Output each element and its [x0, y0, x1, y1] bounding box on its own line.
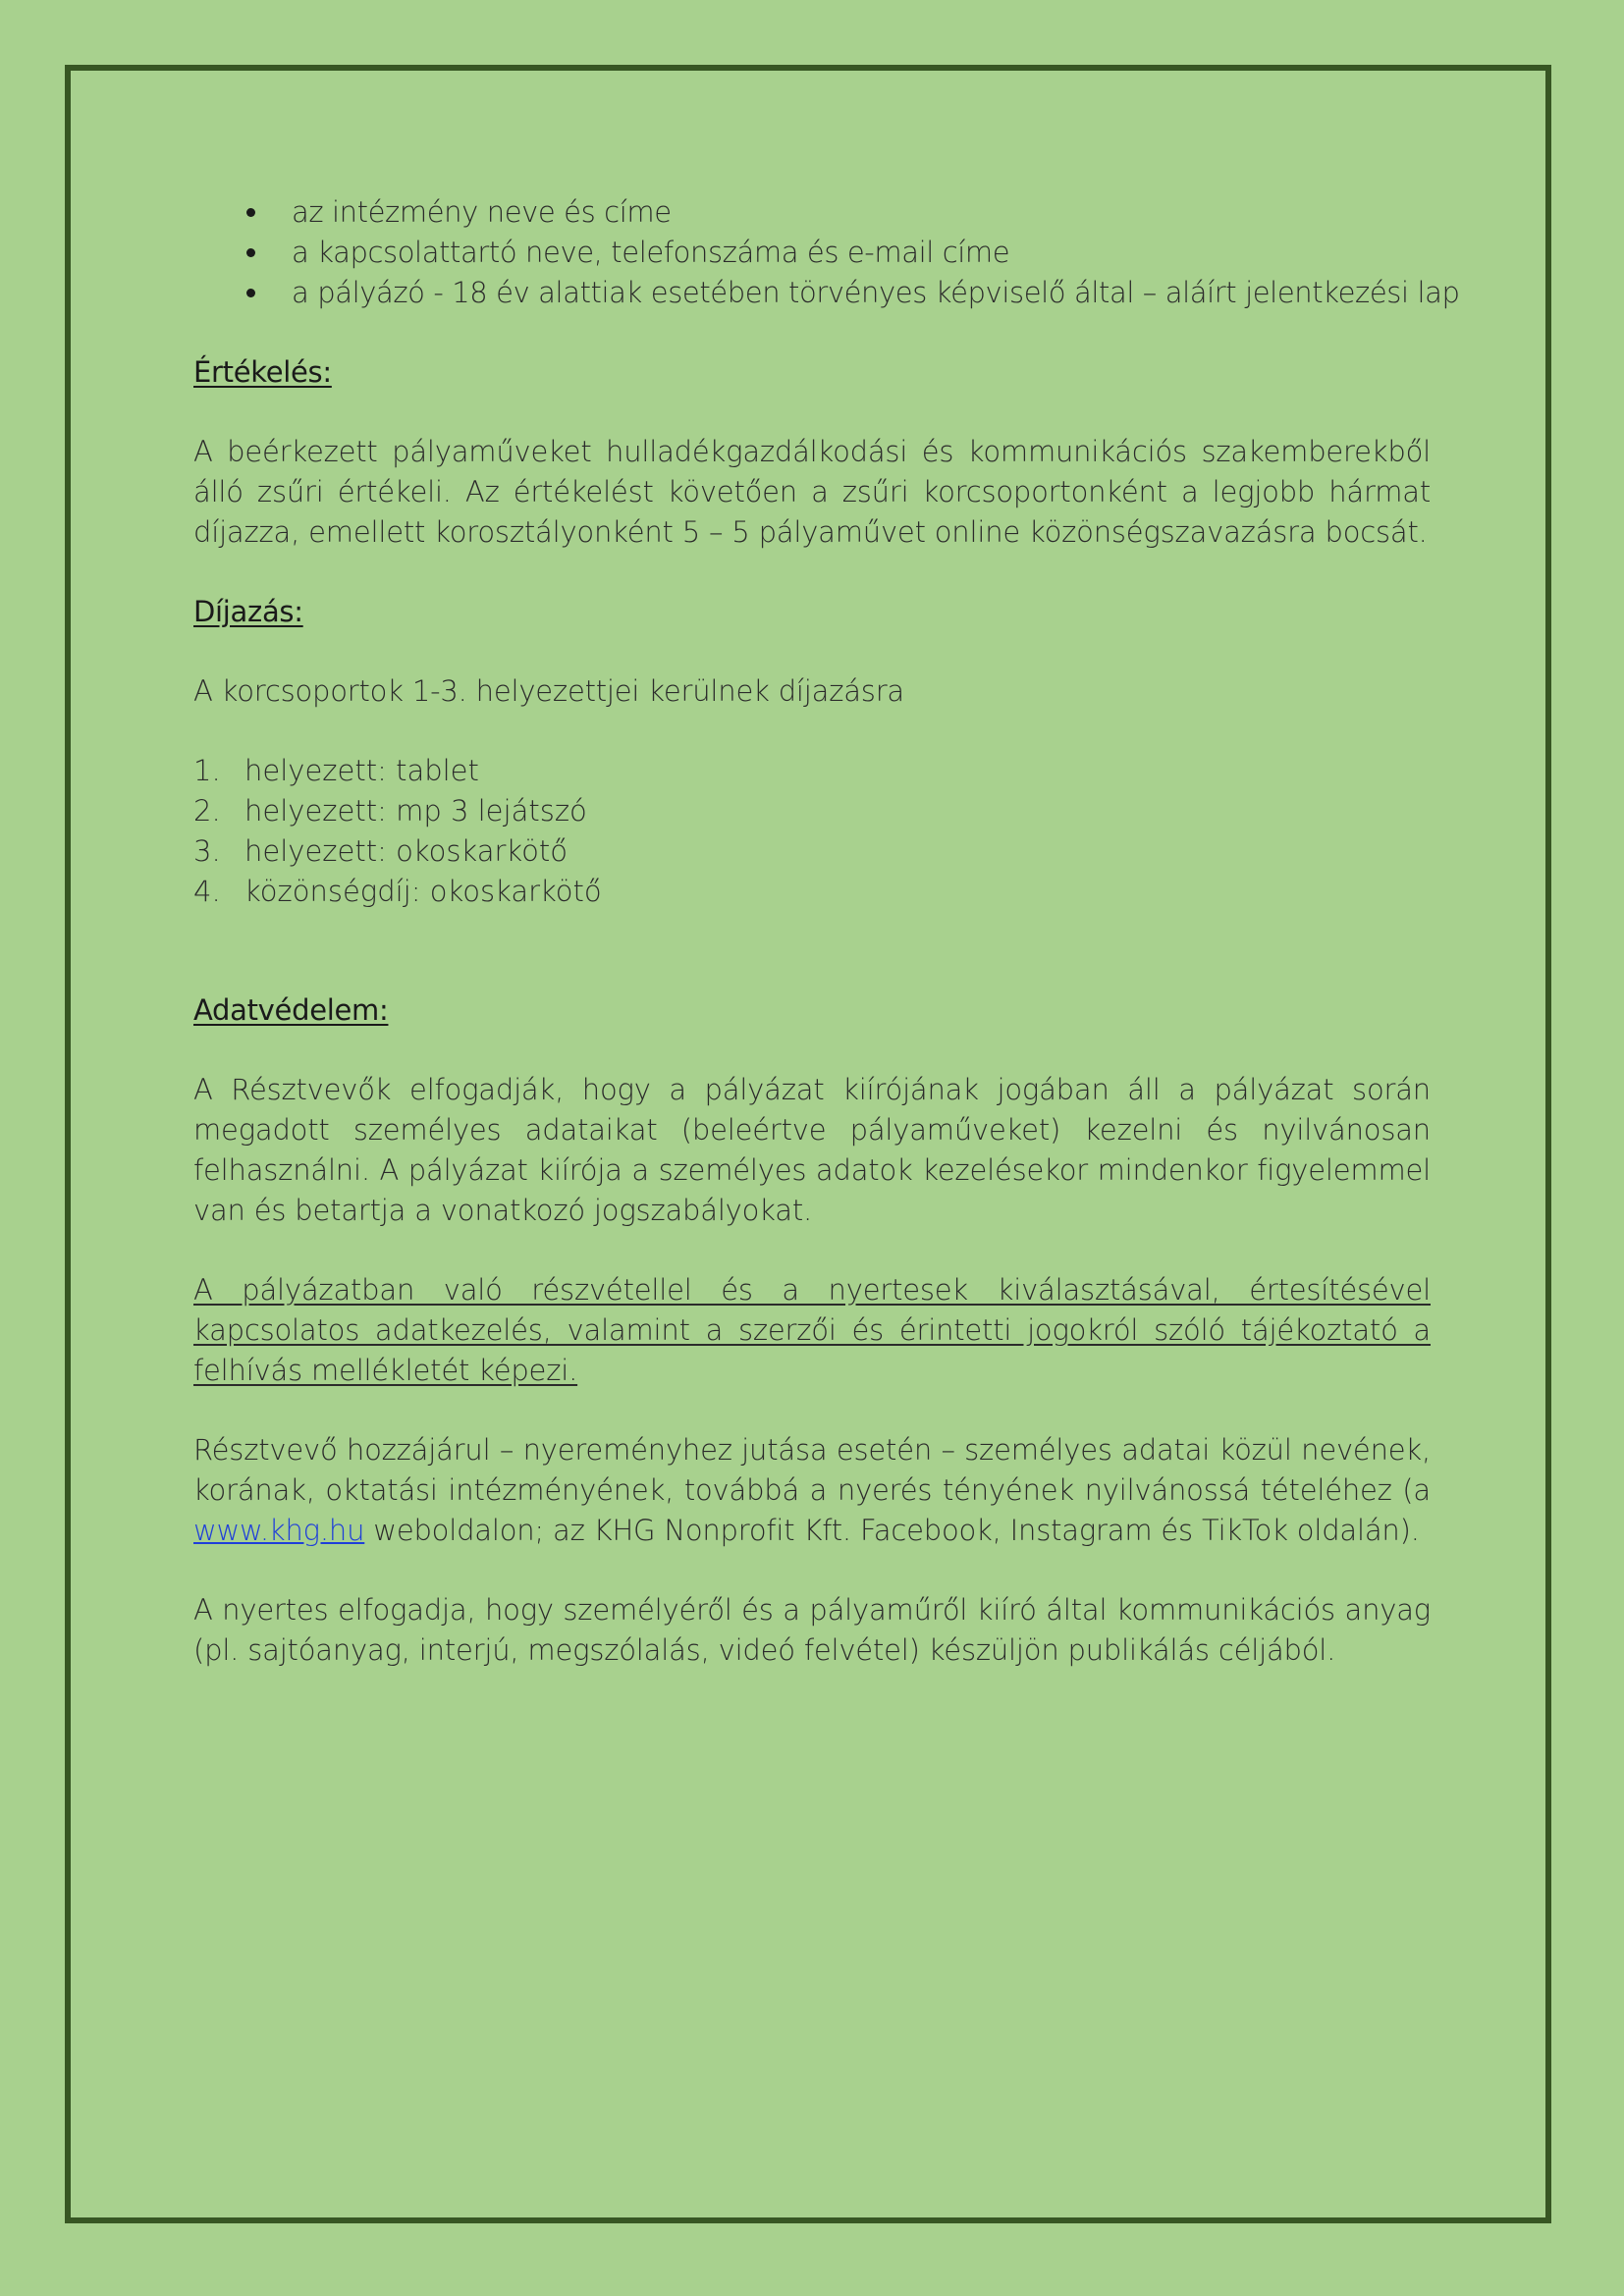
list-item: 1. helyezett: tablet — [193, 754, 479, 787]
list-item: a pályázó - 18 év alattiak esetében törvényes képviselő által – aláírt jelentkezési lap — [193, 273, 1431, 313]
prizes-intro: A korcsoportok 1-3. helyezettjei kerülnek díjazásra — [193, 674, 904, 708]
list-item: 4. közönségdíj: okoskarkötő — [193, 875, 602, 908]
evaluation-heading: Értékelés: — [193, 355, 332, 389]
prizes-heading: Díjazás: — [193, 595, 303, 628]
privacy-paragraph-4: A nyertes elfogadja, hogy személyéről és a pályaműről kiíró által kommunikációs anyag (pl. sajtóanyag, interjú, megszólalás, videó felvétel) készüljön publikálás céljából. — [193, 1593, 1431, 1667]
bullet-icon — [246, 289, 255, 297]
privacy-paragraph-1: A Résztvevők elfogadják, hogy a pályázat kiírójának jogában áll a pályázat során megadott személyes adataikat (beleértve pályaműveket) kezelni és nyilvánosan felhasználni. A pályázat kiírója a személyes adatok kezelésekor mindenkor figyelemmel van és betartja a vonatkozó jogszabályokat. — [193, 1073, 1431, 1227]
requirements-list — [193, 192, 1460, 313]
privacy-paragraph-3: Résztvevő hozzájárul – nyereményhez jutása esetén – személyes adatai közül nevének, korának, oktatási intézményének, továbbá a nyerés tényének nyilvánossá tételéhez (a www.khg.hu weboldalon; az KHG Nonprofit Kft. Facebook, Instagram és TikTok oldalán). — [193, 1433, 1431, 1547]
evaluation-paragraph: A beérkezett pályaműveket hulladékgazdálkodási és kommunikációs szakemberekből álló zsűri értékeli. Az értékelést követően a zsűri korcsoportonként a legjobb hármat díjazza, emellett korosztályonként 5 – 5 pályaművet online közönségszavazásra bocsát. — [193, 435, 1431, 549]
list-item: a kapcsolattartó neve, telefonszáma és e-mail címe — [193, 233, 1431, 273]
website-link[interactable]: www.khg.hu — [193, 1514, 365, 1547]
prizes-list — [193, 751, 1431, 912]
list-item: 3. helyezett: okoskarkötő — [193, 834, 568, 868]
privacy-paragraph-2: A pályázatban való részvétellel és a nyertesek kiválasztásával, értesítésével kapcsolatos adatkezelés, valamint a szerzői és érintetti jogokról szóló tájékoztató a felhívás mellékletét képezi. — [193, 1273, 1431, 1387]
list-item: az intézmény neve és címe — [193, 192, 1431, 233]
bullet-icon — [246, 208, 255, 217]
document-body — [193, 192, 1460, 1671]
list-item: 2. helyezett: mp 3 lejátszó — [193, 794, 587, 828]
privacy-heading: Adatvédelem: — [193, 993, 389, 1027]
bullet-icon — [246, 248, 255, 257]
